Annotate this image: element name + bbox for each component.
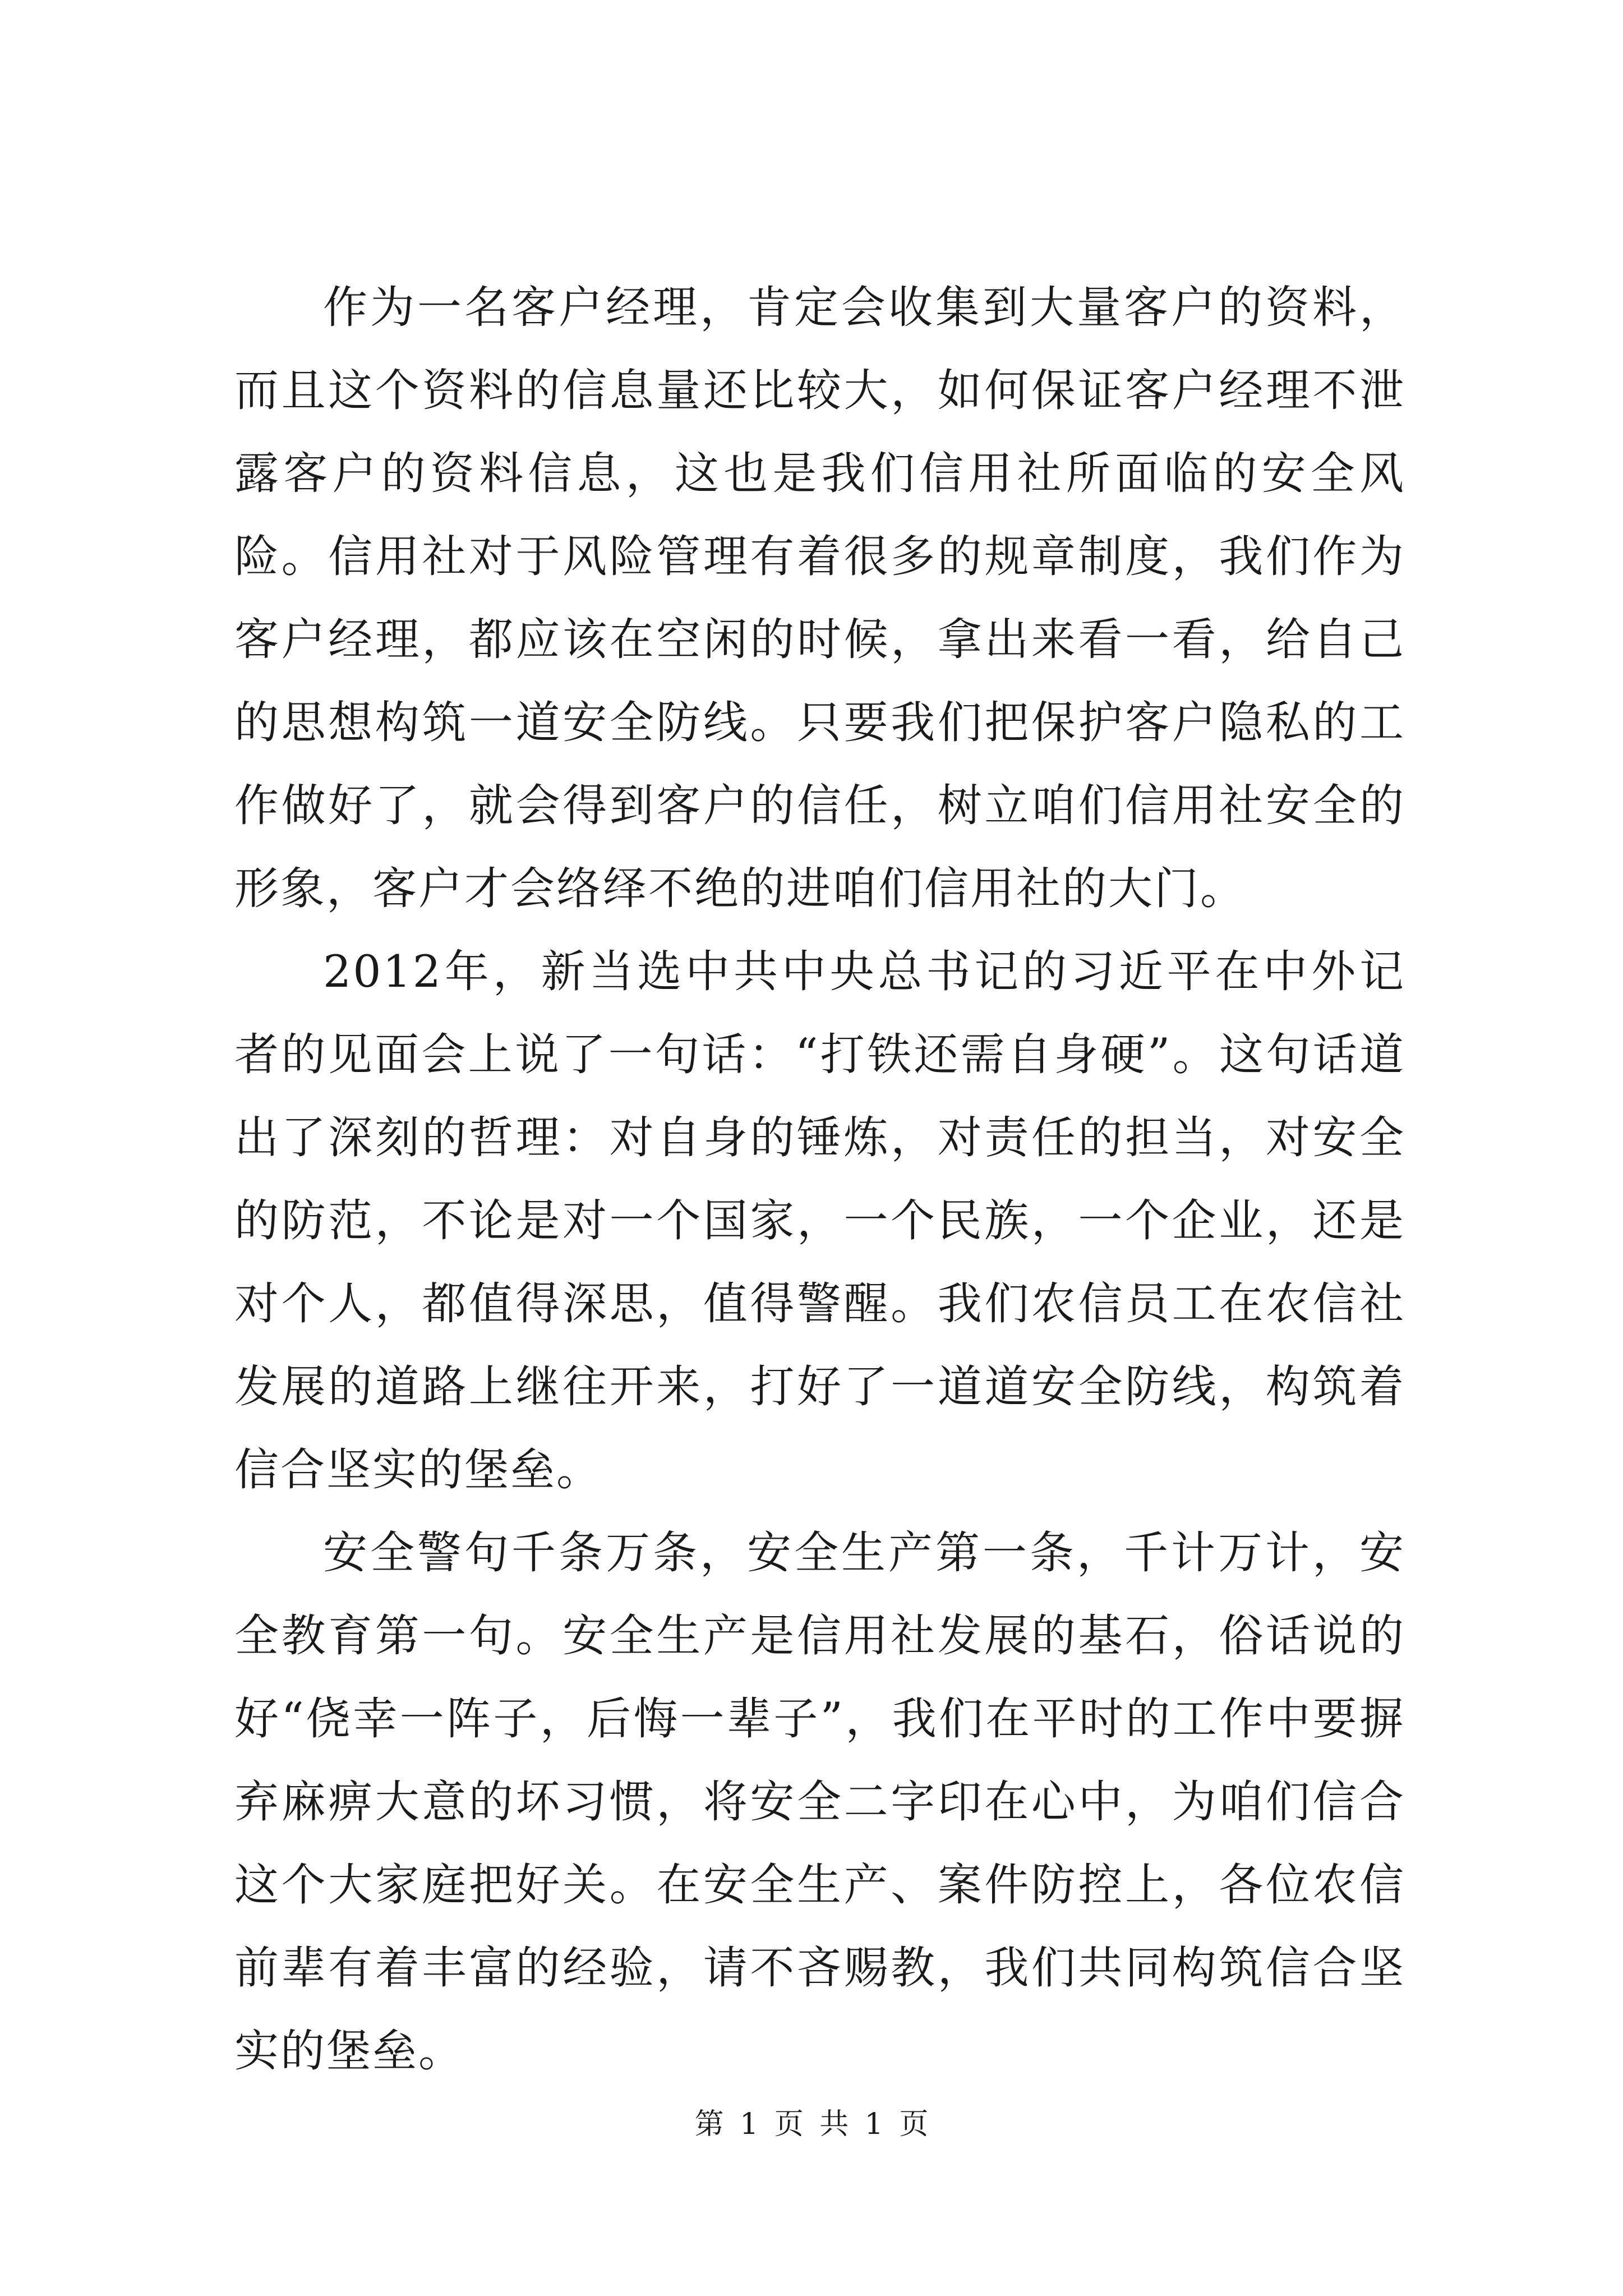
page-number-footer: 第 1 页 共 1 页	[694, 2108, 929, 2141]
paragraph-3: 安全警句千条万条，安全生产第一条，千计万计，安全教育第一句。安全生产是信用社发展的基石，俗话说的好“侥幸一阵子，后悔一辈子”，我们在平时的工作中要摒弃麻痹大意的坏习惯，将安全二字印在心中，为咱们信合这个大家庭把好关。在安全生产、案件防控上，各位农信前辈有着丰富的经验，请不吝赐教，我们共同构筑信合坚实的堡垒。	[234, 1527, 1405, 2077]
paragraph-1: 作为一名客户经理，肯定会收集到大量客户的资料，而且这个资料的信息量还比较大，如何保证客户经理不泄露客户的资料信息，这也是我们信用社所面临的安全风险。信用社对于风险管理有着很多的规章制度，我们作为客户经理，都应该在空闲的时候，拿出来看一看，给自己的思想构筑一道安全防线。只要我们把保护客户隐私的工作做好了，就会得到客户的信任，树立咱们信用社安全的形象，客户才会络绎不绝的进咱们信用社的大门。	[234, 282, 1405, 914]
paragraph-2: 2012年，新当选中共中央总书记的习近平在中外记者的见面会上说了一句话：“打铁还需自身硬”。这句话道出了深刻的哲理：对自身的锤炼，对责任的担当，对安全的防范，不论是对一个国家，一个民族，一个企业，还是对个人，都值得深思，值得警醒。我们农信员工在农信社发展的道路上继往开来，打好了一道道安全防线，构筑着信合坚实的堡垒。	[234, 946, 1405, 1496]
document-body	[234, 266, 1405, 2092]
